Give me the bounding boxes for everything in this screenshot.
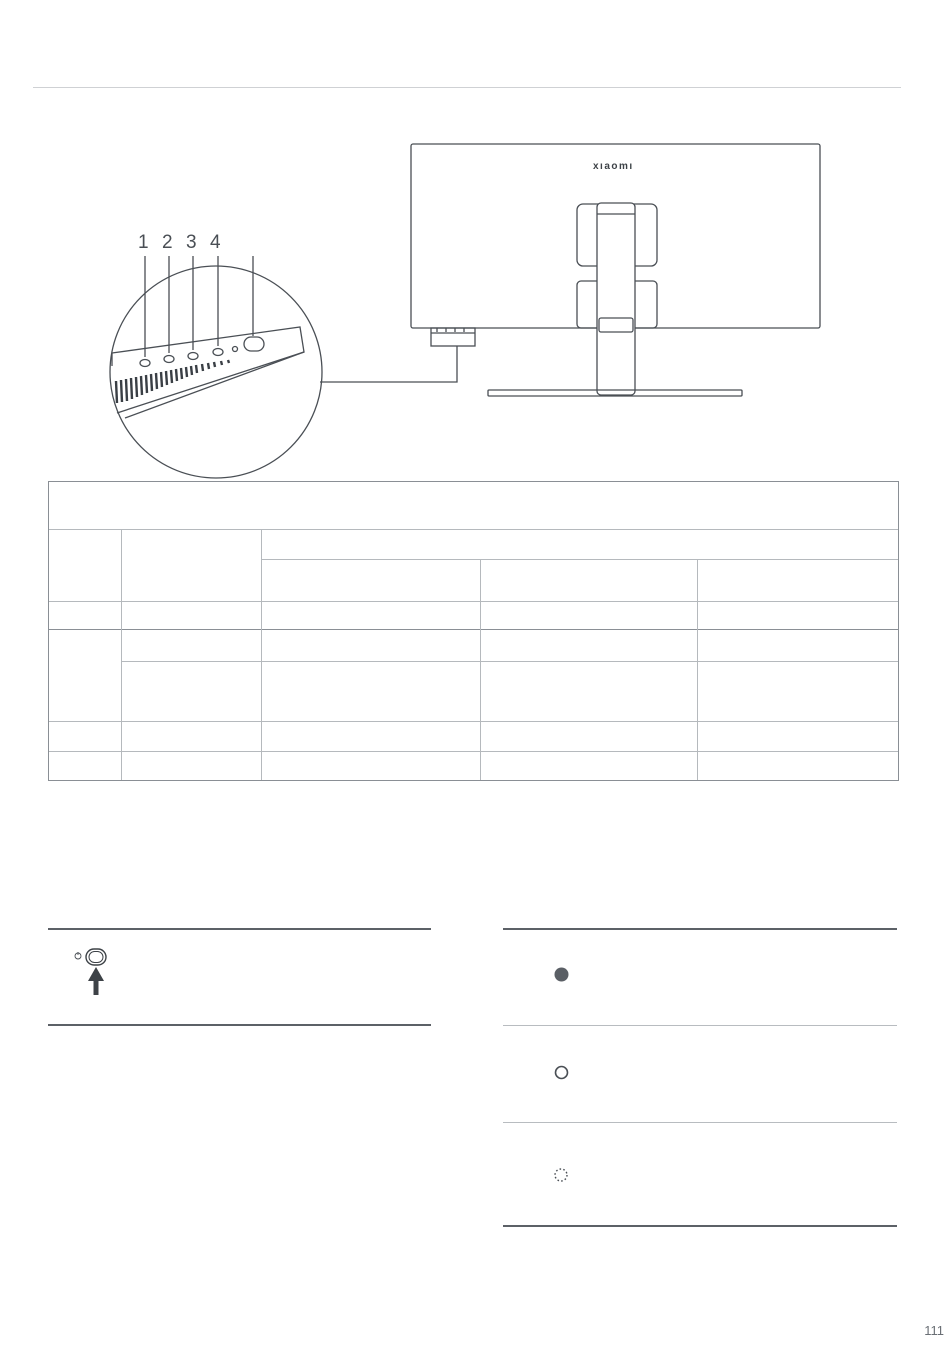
table-rule [49, 751, 898, 752]
brand-logo: xıaomı [593, 161, 634, 172]
section-rule [503, 1122, 897, 1123]
section-rule [503, 1025, 897, 1026]
spec-table [48, 481, 899, 781]
table-rule [49, 529, 898, 530]
table-rule [49, 721, 898, 722]
indicator-blinking-icon [552, 1166, 572, 1186]
indicator-solid-icon [552, 965, 572, 985]
table-rule [121, 661, 898, 662]
button-number-4: 4 [210, 232, 221, 253]
button-number-2: 2 [162, 232, 173, 253]
section-rule [503, 1225, 897, 1227]
table-rule [261, 529, 262, 780]
table-rule [480, 559, 481, 780]
button-number-1: 1 [138, 232, 149, 253]
indicator-off-icon [552, 1063, 572, 1083]
page-number: 111 [924, 1323, 944, 1338]
table-rule [49, 629, 898, 630]
button-number-3: 3 [186, 232, 197, 253]
section-rule [503, 928, 897, 930]
section-rule [48, 1024, 431, 1026]
power-button-press-icon [70, 945, 130, 1005]
table-rule [697, 559, 698, 780]
table-rule [121, 529, 122, 780]
section-rule [48, 928, 431, 930]
table-rule [49, 601, 898, 602]
table-rule [261, 559, 898, 560]
